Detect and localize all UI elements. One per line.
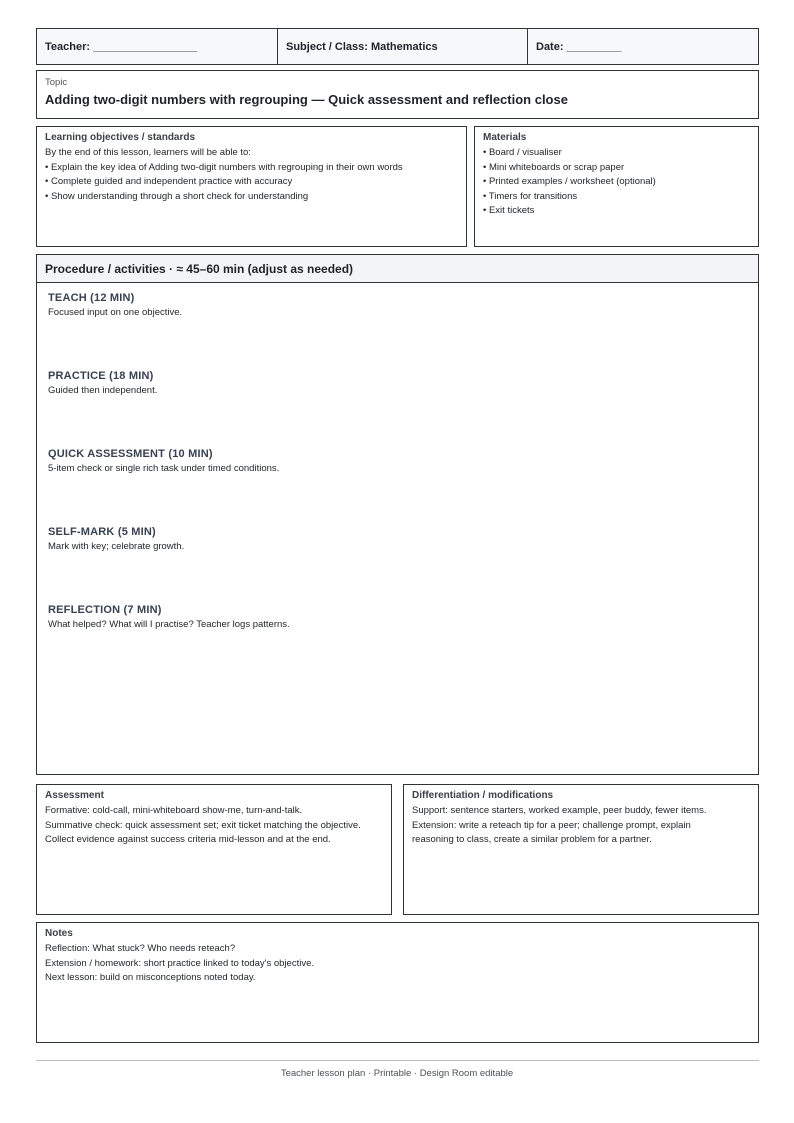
notes-line[interactable]: Next lesson: build on misconceptions noted today.	[45, 972, 256, 983]
section-description: Guided then independent.	[48, 385, 158, 396]
procedure-box	[36, 254, 759, 775]
section-title: REFLECTION (7 MIN)	[48, 604, 162, 616]
objective-item[interactable]: • Explain the key idea of Adding two-digit numbers with regrouping in their own words	[45, 161, 403, 173]
assessment-line[interactable]: Collect evidence against success criteria mid-lesson and at the end.	[45, 834, 331, 845]
teacher-field[interactable]: Teacher: _________________	[37, 29, 278, 64]
section-title: SELF-MARK (5 MIN)	[48, 526, 156, 538]
procedure-section-self-mark[interactable]	[48, 526, 184, 552]
section-title: QUICK ASSESSMENT (10 MIN)	[48, 448, 213, 460]
notes-line[interactable]: Extension / homework: short practice linked to today's objective.	[45, 957, 315, 969]
topic-label: Topic	[45, 77, 68, 88]
objective-item[interactable]: • Show understanding through a short check for understanding	[45, 190, 309, 202]
footer-divider	[36, 1060, 759, 1061]
objective-item[interactable]: • Complete guided and independent practice with accuracy	[45, 176, 293, 187]
footer-text: Teacher lesson plan · Printable · Design Room editable	[280, 1068, 514, 1079]
assessment-box	[36, 784, 392, 915]
differentiation-label: Differentiation / modifications	[412, 790, 554, 801]
topic-title[interactable]: Adding two-digit numbers with regrouping — Quick assessment and reflection close	[45, 92, 568, 107]
procedure-section-reflection[interactable]	[48, 604, 290, 630]
procedure-section-practice[interactable]	[48, 370, 157, 396]
section-description: Focused input on one objective.	[48, 307, 183, 318]
subject-class-field[interactable]: Subject / Class: Mathematics	[278, 29, 528, 64]
materials-label: Materials	[483, 132, 527, 143]
section-description: 5-item check or single rich task under timed conditions.	[48, 463, 280, 474]
section-description: Mark with key; celebrate growth.	[48, 541, 185, 552]
material-item[interactable]: • Board / visualiser	[483, 147, 562, 158]
material-item[interactable]: • Printed examples / worksheet (optional)	[483, 176, 656, 187]
topic-box	[36, 70, 759, 119]
section-description: What helped? What will I practise? Teacher logs patterns.	[48, 619, 290, 630]
procedure-section-quick-assessment[interactable]	[48, 448, 279, 474]
section-title: TEACH (12 MIN)	[48, 292, 135, 304]
materials-box	[474, 126, 759, 247]
section-title: PRACTICE (18 MIN)	[48, 370, 154, 382]
notes-label: Notes	[45, 928, 73, 939]
material-item[interactable]: • Mini whiteboards or scrap paper	[483, 161, 625, 173]
procedure-heading: Procedure / activities · ≈ 45–60 min (adjust as needed)	[37, 255, 758, 283]
material-item[interactable]: • Exit tickets	[483, 205, 535, 216]
notes-line[interactable]: Reflection: What stuck? Who needs reteach?	[45, 943, 236, 954]
assessment-line[interactable]: Summative check: quick assessment set; exit ticket matching the objective.	[45, 819, 361, 831]
objectives-label: Learning objectives / standards	[45, 132, 196, 143]
notes-box	[36, 922, 759, 1043]
material-item[interactable]: • Timers for transitions	[483, 190, 578, 202]
objectives-box	[36, 126, 467, 247]
differentiation-line[interactable]: Extension: write a reteach tip for a peer; challenge prompt, explain	[412, 819, 691, 831]
differentiation-line[interactable]: Support: sentence starters, worked example, peer buddy, fewer items.	[412, 805, 707, 816]
differentiation-box	[403, 784, 759, 915]
assessment-line[interactable]: Formative: cold-call, mini-whiteboard show-me, turn-and-talk.	[45, 805, 303, 816]
assessment-label: Assessment	[45, 790, 104, 801]
procedure-section-teach[interactable]	[48, 292, 182, 318]
header-row	[36, 28, 759, 65]
differentiation-line[interactable]: reasoning to class, create a similar problem for a partner.	[412, 834, 652, 845]
objectives-intro[interactable]: By the end of this lesson, learners will be able to:	[45, 147, 251, 158]
date-field[interactable]: Date: _________	[536, 40, 622, 53]
